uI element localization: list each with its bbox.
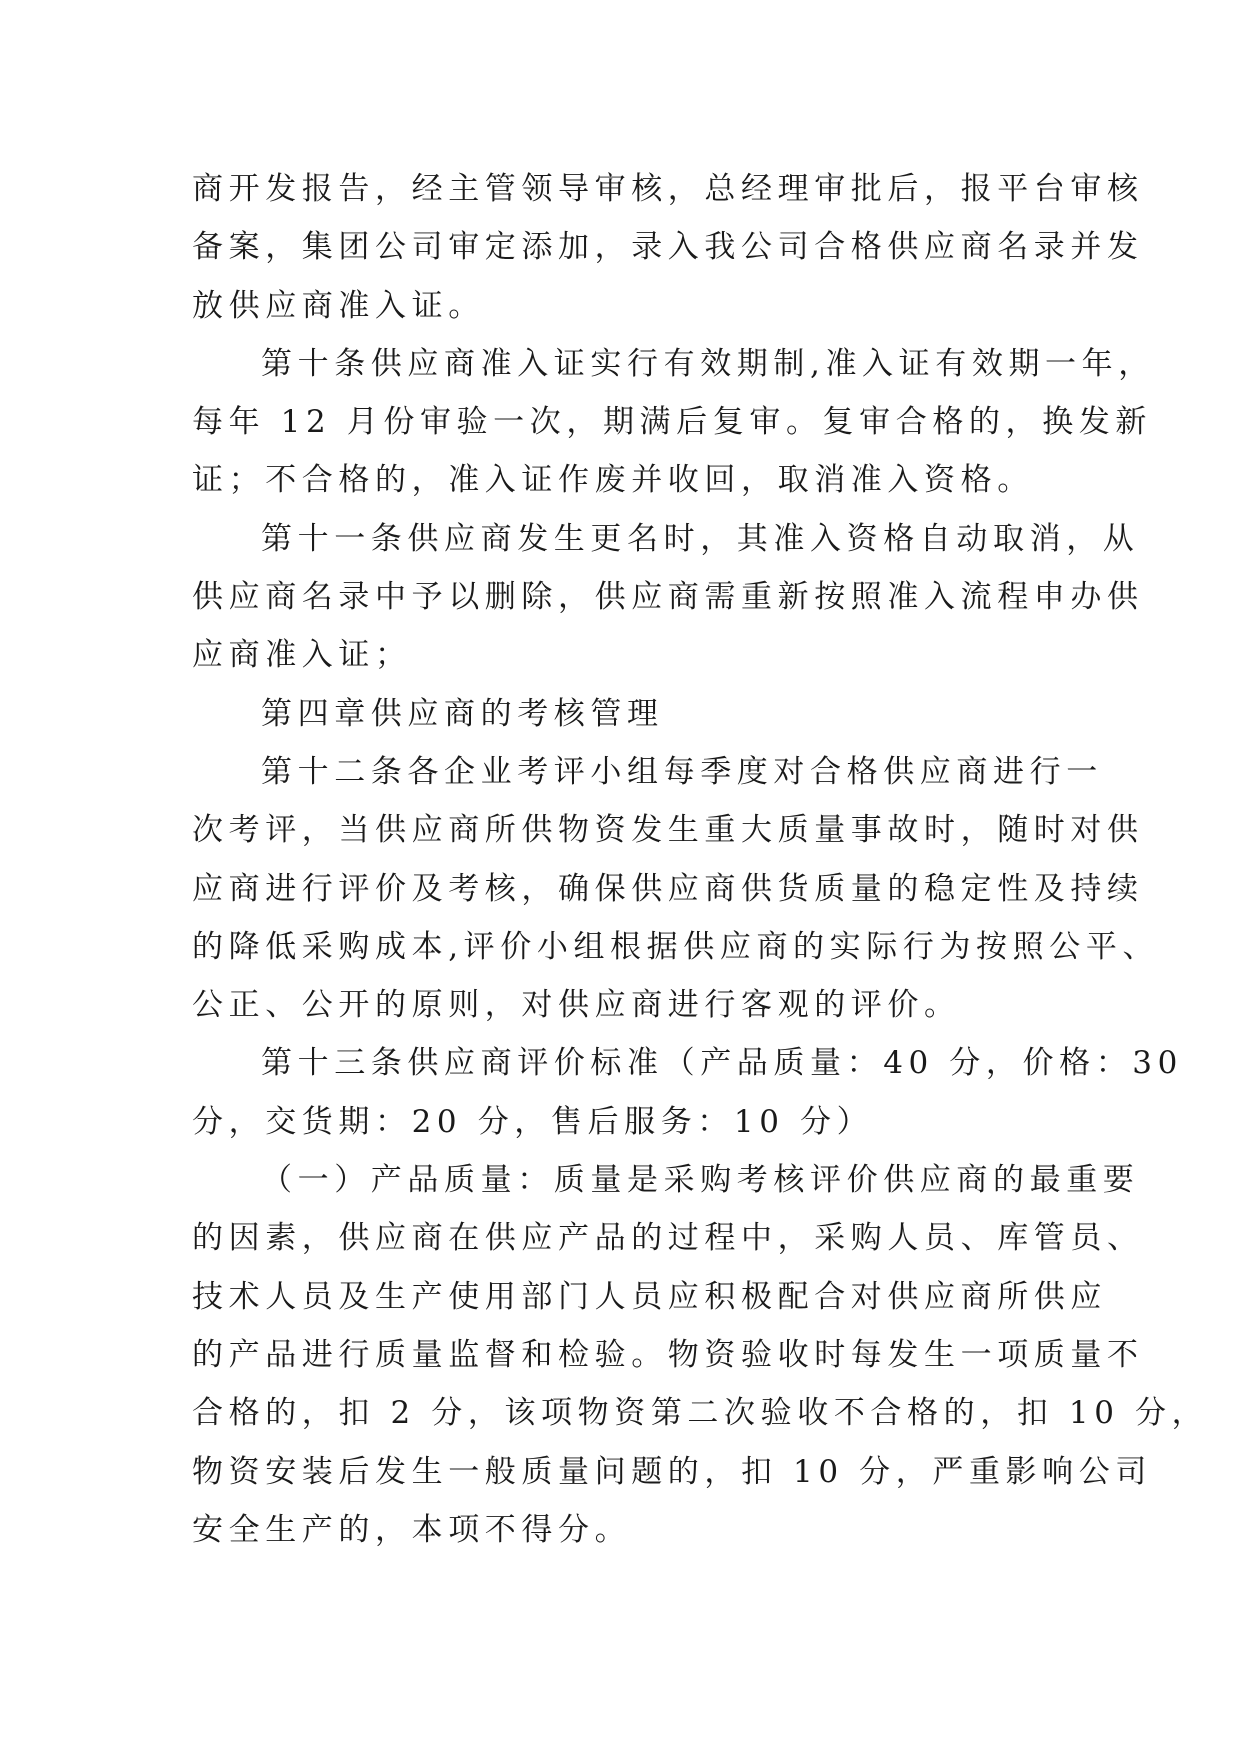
text-line: 供应商名录中予以删除，供应商需重新按照准入流程申办供 bbox=[192, 579, 1144, 616]
text-line: 公正、公开的原则，对供应商进行客观的评价。 bbox=[192, 987, 961, 1024]
article-13-line: 第十三条供应商评价标准（产品质量：40 分，价格：30 bbox=[261, 1045, 1183, 1082]
text-line: 物资安装后发生一般质量问题的，扣 10 分，严重影响公司 bbox=[192, 1453, 1152, 1490]
document-body bbox=[192, 160, 1209, 1559]
text-line: 商开发报告，经主管领导审核，总经理审批后，报平台审核 bbox=[192, 171, 1144, 207]
text-line: 每年 12 月份审验一次，期满后复审。复审合格的，换发新 bbox=[192, 404, 1152, 441]
text-line: 合格的，扣 2 分，该项物资第二次验收不合格的，扣 10 分， bbox=[192, 1395, 1209, 1432]
article-12-line: 第十二条各企业考评小组每季度对合格供应商进行一 bbox=[261, 753, 1103, 790]
text-line: 安全生产的，本项不得分。 bbox=[192, 1511, 632, 1548]
text-line: 次考评，当供应商所供物资发生重大质量事故时，随时对供 bbox=[192, 812, 1144, 849]
text-line: 的降低采购成本,评价小组根据供应商的实际行为按照公平、 bbox=[192, 928, 1160, 965]
chapter-4-heading: 第四章供应商的考核管理 bbox=[261, 695, 664, 732]
text-line: 应商准入证； bbox=[192, 637, 412, 674]
text-line: 技术人员及生产使用部门人员应积极配合对供应商所供应 bbox=[192, 1278, 1107, 1315]
text-line: 的因素，供应商在供应产品的过程中，采购人员、库管员、 bbox=[192, 1220, 1144, 1257]
article-10-line: 第十条供应商准入证实行有效期制,准入证有效期一年， bbox=[261, 345, 1155, 382]
text-line: 的产品进行质量监督和检验。物资验收时每发生一项质量不 bbox=[192, 1336, 1144, 1373]
text-line: 备案，集团公司审定添加，录入我公司合格供应商名录并发 bbox=[192, 229, 1144, 266]
item-1-line: （一）产品质量：质量是采购考核评价供应商的最重要 bbox=[261, 1162, 1140, 1199]
text-line: 证；不合格的，准入证作废并收回，取消准入资格。 bbox=[192, 462, 1034, 499]
text-line: 放供应商准入证。 bbox=[192, 287, 485, 324]
text-line: 应商进行评价及考核，确保供应商供货质量的稳定性及持续 bbox=[192, 870, 1144, 907]
article-11-line: 第十一条供应商发生更名时，其准入资格自动取消，从 bbox=[261, 520, 1140, 557]
text-line: 分，交货期：20 分，售后服务：10 分） bbox=[192, 1103, 874, 1140]
